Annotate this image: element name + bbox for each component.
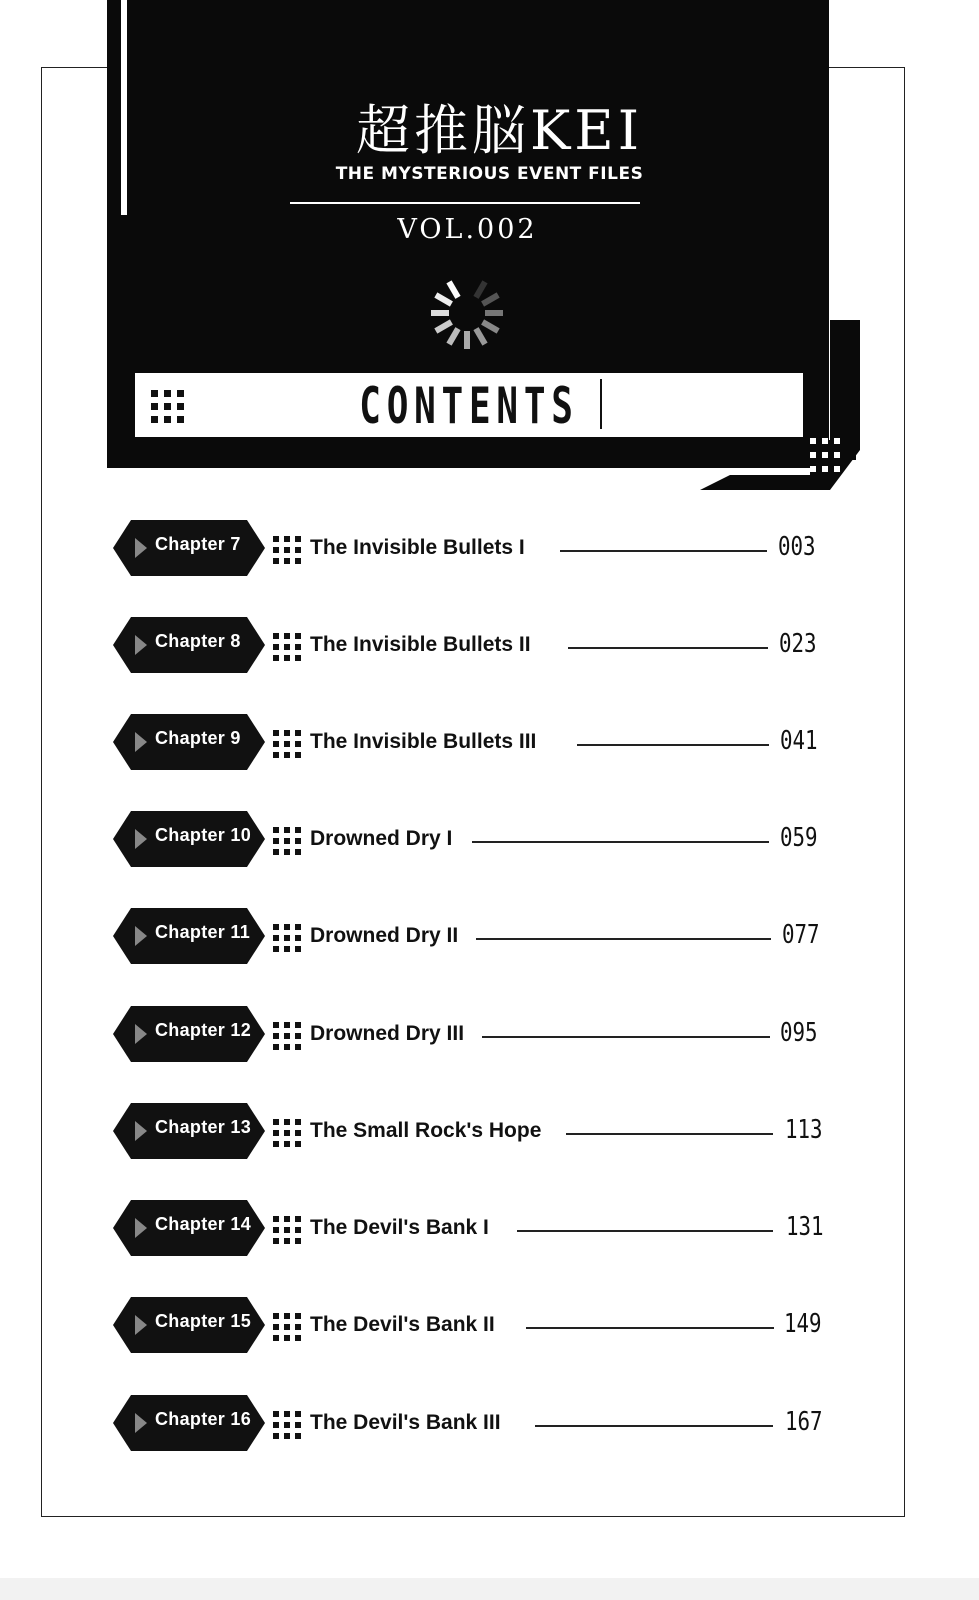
chapter-title: The Invisible Bullets I: [310, 536, 533, 560]
toc-entry[interactable]: [0, 908, 979, 968]
dot-grid-icon: [273, 730, 301, 758]
contents-heading: CONTENTS: [359, 377, 579, 435]
toc-entry[interactable]: [0, 1395, 979, 1455]
chapter-label: Chapter 15: [155, 1311, 252, 1331]
chapter-label: Chapter 8: [155, 631, 241, 651]
dot-leader: [526, 1327, 774, 1329]
dot-leader: [560, 550, 767, 552]
dot-grid-icon: [273, 1216, 301, 1244]
dot-leader: [566, 1133, 773, 1135]
page-number: 149: [784, 1309, 822, 1339]
toc-entry[interactable]: [0, 714, 979, 774]
chapter-title: The Devil's Bank I: [310, 1216, 497, 1240]
series-subtitle: THE MYSTERIOUS EVENT FILES: [335, 164, 644, 184]
dot-leader: [577, 744, 769, 746]
chapter-label: Chapter 13: [155, 1117, 252, 1137]
toc-entry[interactable]: [0, 1103, 979, 1163]
page-number: 113: [785, 1115, 823, 1145]
chapter-title: The Invisible Bullets III: [310, 730, 544, 754]
contents-heading-bar: [135, 373, 803, 437]
page-number: 023: [779, 629, 817, 659]
toc-entry[interactable]: [0, 520, 979, 580]
dot-leader: [568, 647, 768, 649]
page-number: 041: [780, 726, 818, 756]
dot-grid-icon: [273, 924, 301, 952]
volume-label: VOL.002: [397, 214, 538, 245]
page-number: 095: [780, 1018, 818, 1048]
page-number: 077: [782, 920, 820, 950]
chapter-label: Chapter 10: [155, 825, 252, 845]
dot-grid-icon: [273, 1313, 301, 1341]
page-number: 059: [780, 823, 818, 853]
dot-leader: [482, 1036, 770, 1038]
subtitle-divider: [290, 202, 640, 204]
chapter-title: Drowned Dry III: [310, 1022, 472, 1046]
toc-entry[interactable]: [0, 1297, 979, 1357]
manga-title: 超推脳KEI: [355, 99, 644, 162]
dot-grid-icon: [151, 390, 185, 424]
chapter-title: Drowned Dry I: [310, 827, 460, 851]
toc-entry[interactable]: [0, 1200, 979, 1260]
dot-grid-icon: [273, 827, 301, 855]
chapter-label: Chapter 14: [155, 1214, 252, 1234]
scan-edge: [0, 1578, 979, 1600]
dot-leader: [535, 1425, 773, 1427]
chapter-label: Chapter 16: [155, 1409, 252, 1429]
dot-grid-icon: [273, 1119, 301, 1147]
dot-grid-icon: [273, 1022, 301, 1050]
dot-leader: [517, 1230, 773, 1232]
toc-entry[interactable]: [0, 811, 979, 871]
chapter-label: Chapter 11: [155, 922, 251, 942]
dot-grid-icon: [273, 536, 301, 564]
chapter-title: The Small Rock's Hope: [310, 1119, 549, 1143]
loading-spinner-icon: [424, 270, 510, 356]
toc-entry[interactable]: [0, 1006, 979, 1066]
chapter-label: Chapter 12: [155, 1020, 252, 1040]
page-number: 167: [785, 1407, 823, 1437]
page-number: 131: [786, 1212, 824, 1242]
dot-grid-icon: [273, 1411, 301, 1439]
chapter-label: Chapter 7: [155, 534, 241, 554]
dot-grid-icon: [273, 633, 301, 661]
chapter-title: Drowned Dry II: [310, 924, 466, 948]
chapter-title: The Devil's Bank II: [310, 1313, 503, 1337]
text-cursor: [600, 379, 602, 429]
page-number: 003: [778, 532, 816, 562]
dot-leader: [476, 938, 771, 940]
toc-entry[interactable]: [0, 617, 979, 677]
chapter-title: The Invisible Bullets II: [310, 633, 539, 657]
dot-leader: [472, 841, 769, 843]
chapter-label: Chapter 9: [155, 728, 241, 748]
chapter-title: The Devil's Bank III: [310, 1411, 509, 1435]
